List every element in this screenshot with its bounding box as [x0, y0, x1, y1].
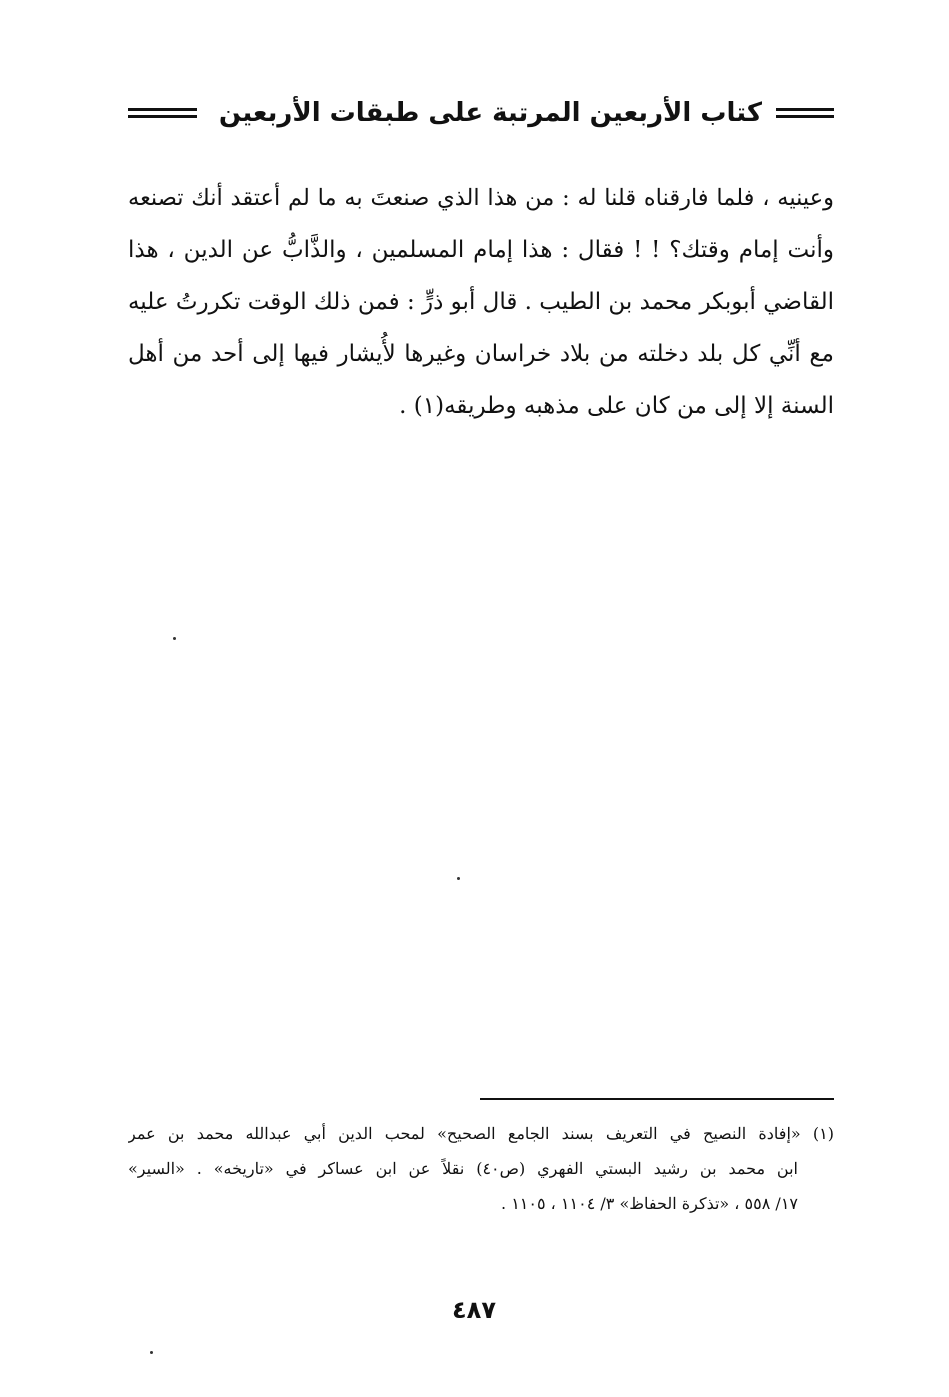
scan-speck	[150, 1351, 153, 1354]
page-number: ٤٨٧	[452, 1296, 496, 1324]
footnote-line: ابن محمد بن رشيد البستي الفهري (ص٤٠) نقلاً عن ابن عساكر في «تاريخه» . «السير»	[128, 1159, 798, 1178]
footnotes	[128, 1116, 834, 1221]
footnote-line: (١) «إفادة النصيح في التعريف بسند الجامع الصحيح» لمحب الدين أبي عبدالله محمد بن عمر	[128, 1124, 834, 1143]
body-line: وعينيه ، فلما فارقناه قلنا له : من هذا الذي صنعتَ به ما لم أعتقد أنك تصنعه	[128, 185, 834, 211]
scan-speck	[173, 637, 176, 640]
body-line: مع أنِّي كل بلد دخلته من بلاد خراسان وغيرها لأُيشار فيها إلى أحد من أهل	[128, 341, 834, 367]
header-rule-left	[128, 108, 197, 118]
running-header	[128, 88, 834, 138]
scan-speck	[457, 877, 460, 880]
header-title: كتاب الأربعين المرتبة على طبقات الأربعين	[218, 98, 762, 128]
footnote-line: ١٧/ ٥٥٨ ، «تذكرة الحفاظ» ٣/ ١١٠٤ ، ١١٠٥ .	[501, 1194, 798, 1213]
body-line: القاضي أبوبكر محمد بن الطيب . قال أبو ذرٍّ : فمن ذلك الوقت تكررتُ عليه	[128, 289, 834, 315]
footnote-separator	[480, 1098, 834, 1100]
body-line: وأنت إمام وقتك؟ ! ! فقال : هذا إمام المسلمين ، والذَّابُّ عن الدين ، هذا	[128, 237, 834, 263]
header-rule-right	[776, 108, 834, 118]
body-text	[128, 172, 834, 432]
body-line: السنة إلا إلى من كان على مذهبه وطريقه(١) .	[399, 393, 834, 419]
